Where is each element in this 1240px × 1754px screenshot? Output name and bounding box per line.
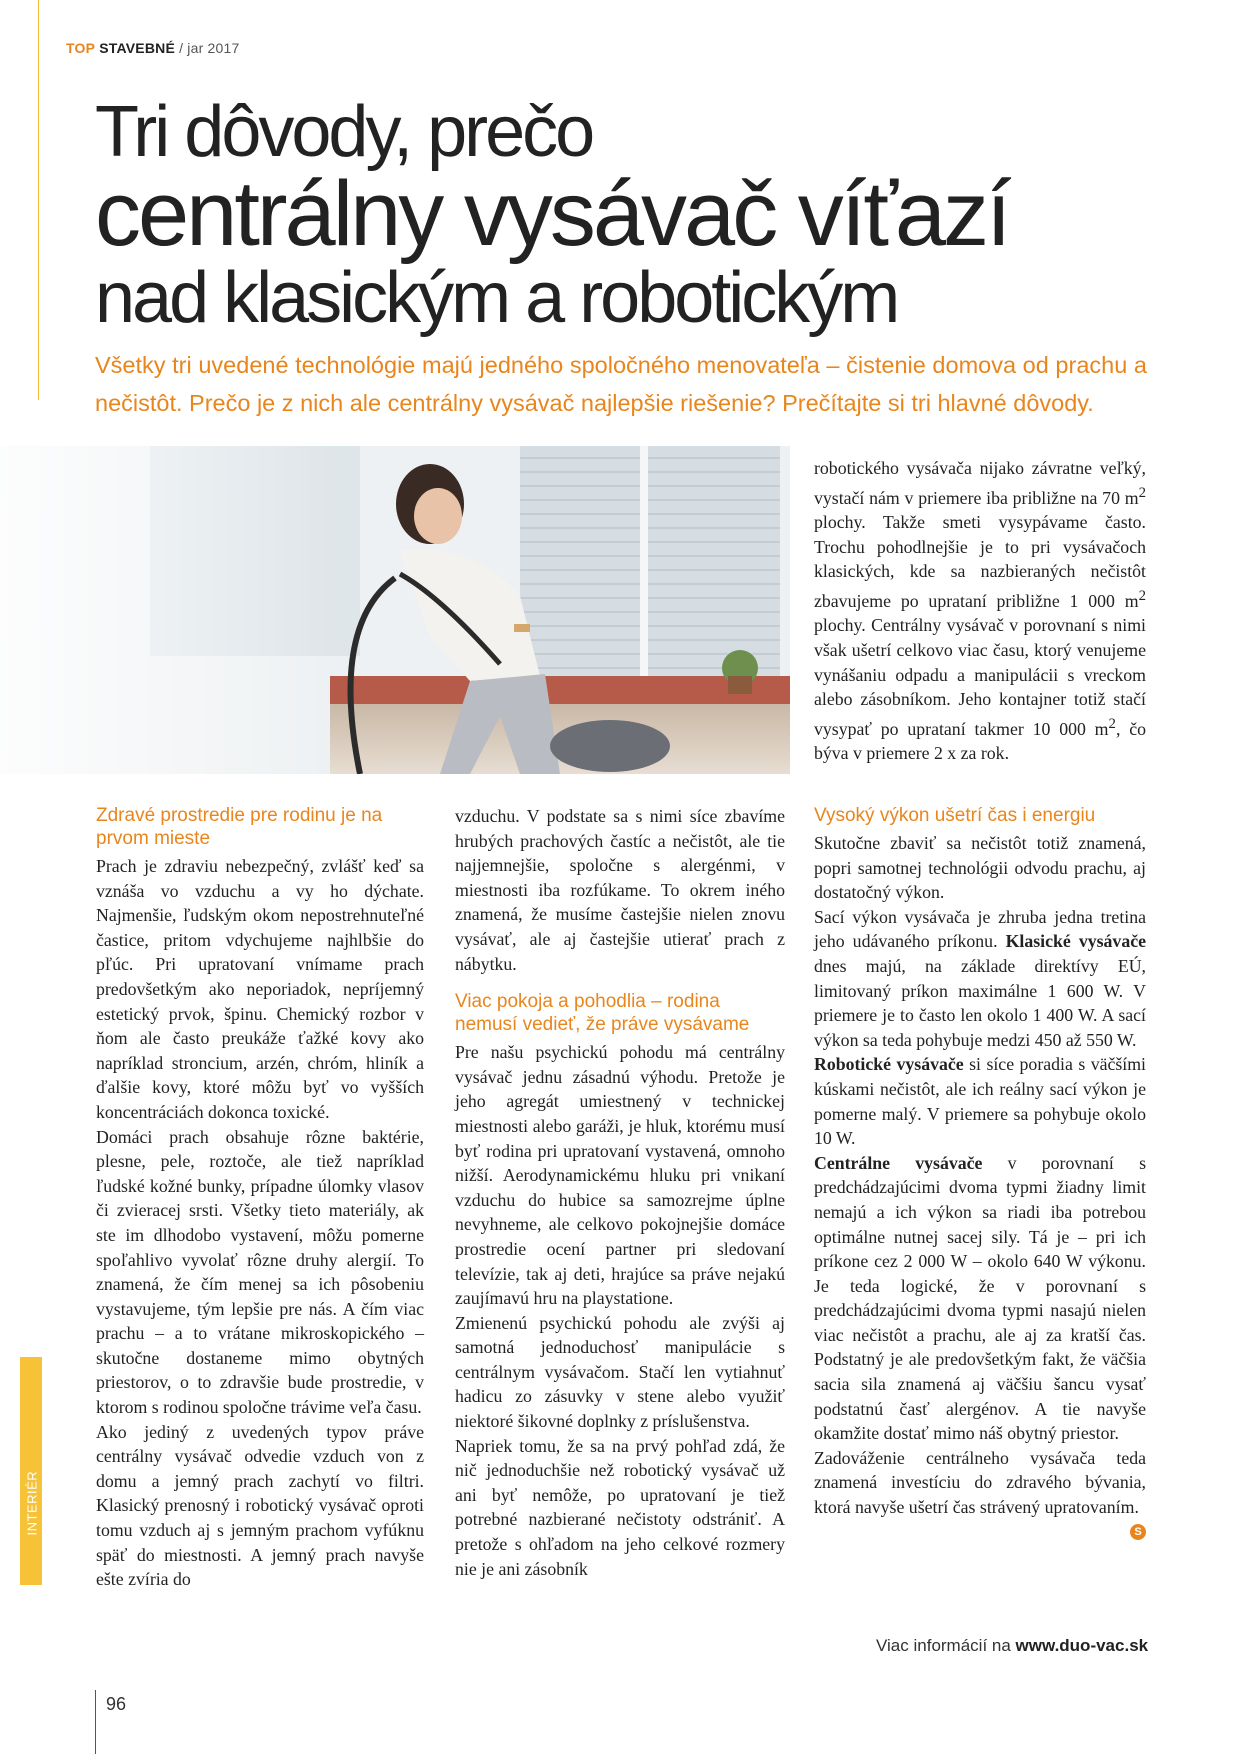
more-info [876, 1636, 1149, 1656]
superscript: 2 [1138, 484, 1146, 501]
footer-rule [95, 1690, 96, 1754]
column-2 [455, 804, 785, 1581]
running-head [66, 40, 239, 56]
paragraph: Domáci prach obsahuje rôzne baktérie, plesne, pele, roztoče, ale tiež napríklad ľudské kožné bunky, prípadne úlomky vlasov či zvieracej srsti. Všetky tieto materiály, ak ste im dlhodobo vystavení, môžu pomerne spoľahlivo vyvolať rôzne druhy alergií. To znamená, že čím menej sa ich pôsobeniu vystavujeme, tým lepšie pre nás. A čím viac prachu – a to vrátane mikroskopického – skutočne dostaneme mimo obytných priestorov, o to zdravšie bude prostredie, v ktorom s rodinou spoločne trávime veľa času. [96, 1126, 424, 1418]
margin-rule [38, 0, 39, 400]
text-run: dnes majú, na základe direktívy EÚ, limitovaný príkon maximálne 1 600 W. V priemere je to často len okolo 1 400 W. A sací výkon sa teda pohybuje medzi 450 až 550 W. [814, 955, 1146, 1050]
paragraph [814, 1052, 1146, 1150]
title-line-2: centrálny vysávač víťazí [95, 163, 1009, 265]
paragraph: Ako jediný z uvedených typov práve centrálny vysávač odvedie vzduch von z domu a jemný prach zachytí vo filtri. Klasický prenosný i robotický vysávač oproti tomu vzduch aj s jemným prachom vyfúknu späť do miestnosti. A jemný prach navyše ešte zvíria do [96, 1421, 424, 1590]
section-heading-comfort: Viac pokoja a pohodlia – rodina nemusí vedieť, že práve vysávame [455, 991, 750, 1036]
column-1 [96, 804, 424, 1592]
text-run: v porovnaní s predchádzajúcimi dvoma typmi žiadny limit nemajú a ich výkon sa riadi iba potrebou optimálne nutnej sacej sily. Tá je – pri ich príkone cez 2 000 W – okolo 640 W výkonu. Je teda logické, že v porovnaní s predchádzajúcimi dvoma typmi nasajú nielen viac nečistôt a prachu, ale aj za kratší čas. Podstatný je ale predovšetkým fakt, že väčšia sacia sila znamená aj väčšiu šancu vysať podstatnú časť alergénov. A tie navyše okamžite dostať mimo náš obytný priestor. [814, 1152, 1147, 1444]
paragraph: Pre našu psychickú pohodu má centrálny vysávač jednu zásadnú výhodu. Pretože je jeho agregát umiestnený v technickej miestnosti alebo garáži, je hluk, ktorému musí byť rodina pri upratovaní vystavená, omnoho nižší. Aerodynamickému hluku pri vnikaní vzduchu do hubice sa samozrejme úplne nevyhneme, ale celkovo pokojnejšie domáce prostredie ocení partner pri sledovaní televízie, tak aj deti, hrajúce sa práve nejakú zaujímavú hru na playstatione. [455, 1042, 785, 1309]
column-3-top [814, 456, 1146, 766]
more-info-link[interactable]: www.duo-vac.sk [1015, 1636, 1149, 1655]
paragraph: Prach je zdraviu nebezpečný, zvlášť keď sa vznáša vo vzduchu a vy ho dýchate. Najmenšie, ľudským okom nepostrehnuteľné častice, pritom vdychujeme najhlbšie do pľúc. Pri upratovaní vnímame prach predovšetkým ako neporiadok, nepríjemný estetický prvok, špinu. Chemický rozbor v ňom ale často preukáže ťažké kovy ako napríklad stroncium, arzén, chróm, hliník a ďalšie kovy, ktoré môžu byť vo vyšších koncentráciách dokonca toxické. [96, 856, 424, 1122]
paragraph: Zmienenú psychickú pohodu ale zvýši aj samotná jednoduchosť manipulácie s centrálnym vysávačom. Stačí len vytiahnuť hadicu zo zásuvky v stene alebo využiť niektoré šikovné doplnky z príslušenstva. [455, 1312, 785, 1432]
section-heading-power: Vysoký výkon ušetrí čas i energiu [814, 805, 1096, 826]
end-mark-icon: S [1130, 1524, 1146, 1540]
page-number: 96 [106, 1694, 127, 1714]
bold-term: Robotické vysávače [814, 1054, 964, 1075]
section-tab-label: INTERIÉR [24, 1470, 40, 1536]
text-run: Sací výkon vysávača je zhruba jedna tretina jeho udávaného príkonu. [814, 906, 1146, 952]
running-head-sep: / [175, 40, 188, 56]
running-head-issue: jar 2017 [187, 40, 240, 56]
more-info-label: Viac informácií na [876, 1636, 1016, 1655]
text-run: plochy. Centrálny vysávač v porovnaní s nimi však ušetrí celkovo viac času, ktorý venujeme vynášaniu odpadu a manipulácii s vreckom alebo zásobníkom. Jeho kontajner totiž stačí vysypať po uprataní takmer 10 000 m [814, 615, 1146, 739]
paragraph [814, 1151, 1146, 1446]
lead-paragraph: Všetky tri uvedené technológie majú jedného spoločného menovateľa – čistenie domova od prachu a nečistôt. Prečo je z nich ale centrálny vysávač najlepšie riešenie? Prečítajte si tri hlavné dôvody. [95, 352, 1147, 416]
bold-term: Klasické vysávače [1005, 931, 1146, 952]
woman-vacuuming-illustration [0, 446, 790, 774]
paragraph [814, 905, 1146, 1053]
column-3-top-paragraph [814, 456, 1146, 766]
running-head-brand: STAVEBNÉ [99, 40, 175, 56]
paragraph: Skutočne zbaviť sa nečistôt totiž znamená, popri samotnej technológii odvodu prachu, aj dostatočný výkon. [814, 833, 1146, 903]
text-run: si síce poradia s väčšími kúskami nečistôt, ale ich reálny sací výkon je pomerne malý. V priemere sa pohybuje okolo 10 W. [814, 1054, 1146, 1149]
text-run: robotického vysávača nijako závratne veľký, vystačí nám v priemere iba približne na 70 m [814, 458, 1146, 508]
article-photo [0, 446, 790, 774]
text-run: Zadováženie centrálneho vysávača teda znamená investíciu do zdravého bývania, ktorá navyše ušetrí čas strávený upratovaním. [814, 1447, 1146, 1518]
paragraph: Napriek tomu, že sa na prvý pohľad zdá, že nič jednoduchšie než robotický vysávač už ani byť nemôže, po upratovaní je tiež potrebné nazbierané nečistoty odstrániť. A pretože s ohľadom na jeho celkové rozmery nie je ani zásobník [455, 1435, 785, 1579]
paragraph: vzduchu. V podstate sa s nimi síce zbavíme hrubých prachových častíc a nečistôt, ale tie najjemnejšie, spoločne s alergénmi, v miestnosti iba rozfúkame. To okrem iného znamená, že musíme častejšie nielen znovu vysávať, ale aj častejšie utierať prach z nábytku. [455, 806, 785, 974]
superscript: 2 [1108, 715, 1116, 732]
section-heading-health: Zdravé prostredie pre rodinu je na prvom mieste [96, 805, 383, 849]
column-3 [814, 804, 1146, 1540]
text-run: plochy. Takže smeti vysypávame často. Trochu pohodlnejšie je to pri vysávačoch klasických, kde sa nazbieraných nečistôt zbavujeme po uprataní približne 1 000 m [814, 512, 1146, 611]
paragraph [814, 1446, 1146, 1538]
running-head-top: TOP [66, 40, 96, 56]
title-line-3: nad klasickým a robotickým [95, 258, 898, 338]
title-line-1: Tri dôvody, prečo [95, 92, 593, 172]
text-run: , čo býva v priemere 2 x za rok. [814, 718, 1146, 764]
bold-term: Centrálne vysávače [814, 1152, 983, 1173]
superscript: 2 [1138, 587, 1146, 604]
